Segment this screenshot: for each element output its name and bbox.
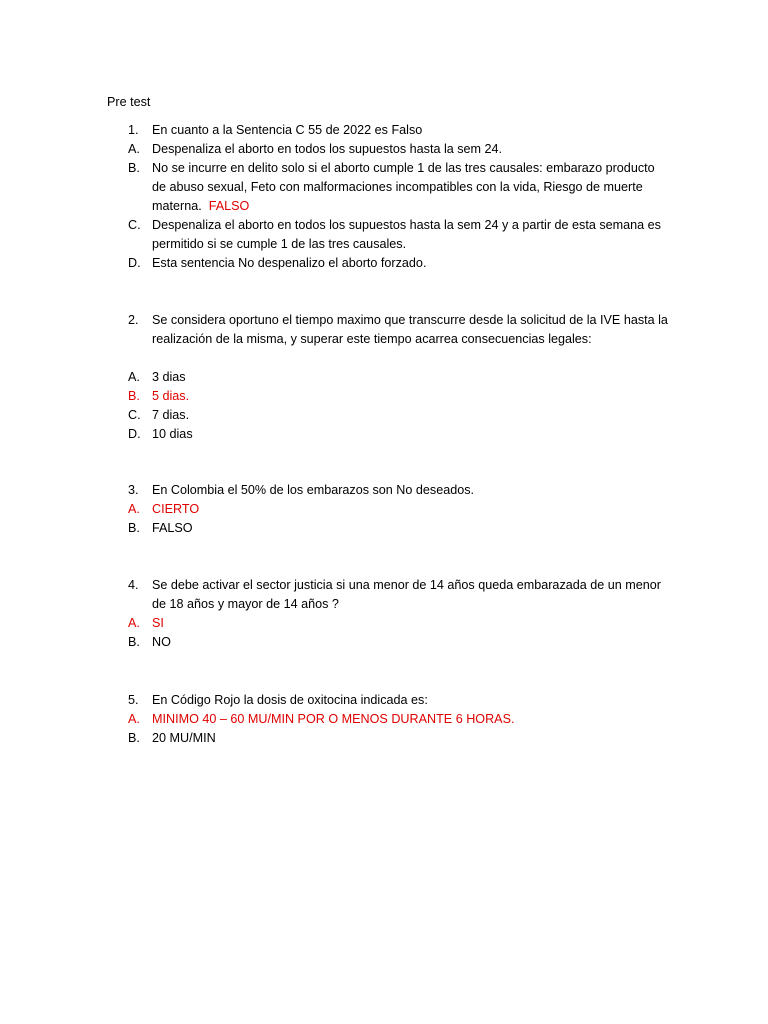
option-text: MINIMO 40 – 60 MU/MIN POR O MENOS DURANTE 6 HORAS. [152, 712, 515, 726]
option-label: B. [128, 389, 140, 403]
spacer [128, 349, 668, 368]
question-number: 4. [128, 578, 139, 592]
option-a-correct [128, 500, 668, 519]
option-b [128, 519, 668, 538]
option-label: D. [128, 256, 141, 270]
option-a-correct [128, 710, 668, 729]
option-text [152, 159, 668, 216]
question-5 [128, 691, 668, 748]
option-text: CIERTO [152, 502, 200, 516]
question-number: 1. [128, 123, 139, 137]
question-2 [128, 311, 668, 444]
question-number: 2. [128, 313, 139, 327]
option-label: B. [128, 521, 140, 535]
option-label: A. [128, 616, 140, 630]
option-a-correct [128, 614, 668, 633]
option-body: No se incurre en delito solo si el aborto cumple 1 de las tres causales: embarazo producto de abuso sexual, Feto con malformaciones incompatibles con la vida, Riesgo de muerte materna. [152, 161, 655, 213]
option-label: B. [128, 635, 140, 649]
question-stem [128, 121, 668, 140]
option-text: Esta sentencia No despenalizo el aborto forzado. [152, 256, 427, 270]
option-d [128, 254, 668, 273]
question-stem [128, 576, 668, 614]
question-text: En Colombia el 50% de los embarazos son No deseados. [152, 483, 475, 497]
document-title: Pre test [107, 95, 151, 109]
option-d [128, 425, 668, 444]
option-text: Despenaliza el aborto en todos los supuestos hasta la sem 24 y a partir de esta semana es permitido si se cumple 1 de las tres causales. [152, 218, 661, 251]
option-text: NO [152, 635, 171, 649]
option-text: 20 MU/MIN [152, 731, 216, 745]
option-label: D. [128, 427, 141, 441]
option-text: 7 dias. [152, 408, 190, 422]
option-label: A. [128, 502, 140, 516]
question-number: 5. [128, 693, 139, 707]
question-number: 3. [128, 483, 139, 497]
option-label: B. [128, 731, 140, 745]
option-label: A. [128, 712, 140, 726]
option-b [128, 633, 668, 652]
question-text: Se considera oportuno el tiempo maximo que transcurre desde la solicitud de la IVE hasta la realización de la misma, y superar este tiempo acarrea consecuencias legales: [152, 313, 668, 346]
option-a [128, 368, 668, 387]
option-text: 10 dias [152, 427, 193, 441]
question-3 [128, 481, 668, 538]
question-text: Se debe activar el sector justicia si una menor de 14 años queda embarazada de un menor de 18 años y mayor de 14 años ? [152, 578, 661, 611]
option-label: B. [128, 161, 140, 175]
question-stem [128, 481, 668, 500]
option-a [128, 140, 668, 159]
question-text: En cuanto a la Sentencia C 55 de 2022 es Falso [152, 123, 423, 137]
option-b [128, 729, 668, 748]
option-c [128, 406, 668, 425]
option-label: A. [128, 142, 140, 156]
question-stem [128, 691, 668, 710]
question-stem [128, 311, 668, 349]
option-text: Despenaliza el aborto en todos los supuestos hasta la sem 24. [152, 142, 503, 156]
option-text: FALSO [152, 521, 193, 535]
option-label: A. [128, 370, 140, 384]
option-label: C. [128, 218, 141, 232]
option-text: SI [152, 616, 164, 630]
question-4 [128, 576, 668, 652]
option-c [128, 216, 668, 254]
answer-note: FALSO [208, 199, 250, 213]
option-b [128, 159, 668, 216]
question-text: En Código Rojo la dosis de oxitocina indicada es: [152, 693, 428, 707]
option-label: C. [128, 408, 141, 422]
option-b-correct [128, 387, 668, 406]
option-text: 3 dias [152, 370, 186, 384]
question-1 [128, 121, 668, 273]
option-text: 5 dias. [152, 389, 190, 403]
